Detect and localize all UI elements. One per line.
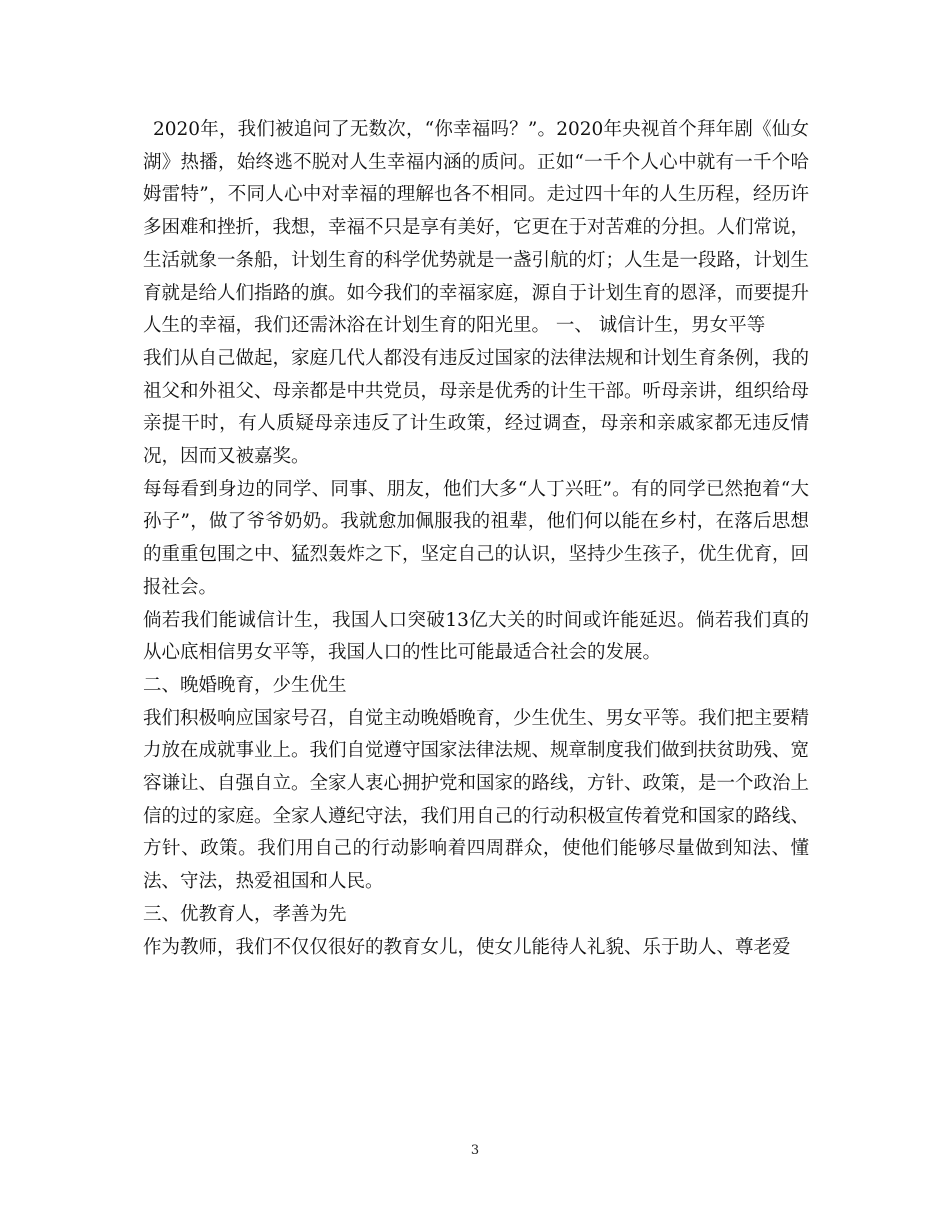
page-number: 3 [470, 1143, 480, 1158]
paragraph-classmates: 每每看到身边的同学、同事、朋友，他们大多“人丁兴旺”。有的同学已然抱着“大孙子”，做了爷爷奶奶。我就愈加佩服我的祖辈，他们何以能在乡村，在落后思想的重重包围之中、猛烈轰炸之下，坚定自己的认识，坚持少生孩子，优生优育，回报社会。 [143, 478, 810, 598]
paragraph-policy: 我们积极响应国家号召，自觉主动晚婚晚育，少生优生、男女平等。我们把主要精力放在成就事业上。我们自觉遵守国家法律法规、规章制度我们做到扶贫助残、宽容谦让、自强自立。全家人衷心拥护党和国家的路线，方针、政策，是一个政治上信的过的家庭。全家人遵纪守法，我们用自己的行动积极宣传着党和国家的路线、方针、政策。我们用自己的行动影响着四周群众，使他们能够尽量做到知法、懂法、守法，热爱祖国和人民。 [143, 707, 810, 893]
paragraph-teacher: 作为教师，我们不仅仅很好的教育女儿，使女儿能待人礼貌、乐于助人、尊老爱 [143, 936, 791, 958]
paragraph-intro: 2020年，我们被追问了无数次，“你幸福吗？”。2020年央视首个拜年剧《仙女湖》热播，始终逃不脱对人生幸福内涵的质问。正如“一千个人心中就有一千个哈姆雷特”，不同人心中对幸福的理解也各不相同。走过四十年的人生历程，经历许多困难和挫折，我想，幸福不只是享有美好，它更在于对苦难的分担。人们常说，生活就象一条船，计划生育的科学优势就是一盏引航的灯；人生是一段路，计划生育就是给人们指路的旗。如今我们的幸福家庭，源自于计划生育的恩泽，而要提升人生的幸福，我们还需沐浴在计划生育的阳光里。 一、 诚信计生，男女平等 [143, 119, 810, 337]
section-heading-education: 三、优教育人，孝善为先 [143, 903, 347, 925]
paragraph-family-law: 我们从自己做起，家庭几代人都没有违反过国家的法律法规和计划生育条例，我的祖父和外祖父、母亲都是中共党员，母亲是优秀的计生干部。听母亲讲，组织给母亲提干时，有人质疑母亲违反了计生政策，经过调查，母亲和亲戚家都无违反情况，因而又被嘉奖。 [143, 347, 810, 468]
section-heading-late-marriage: 二、晚婚晚育，少生优生 [143, 674, 347, 696]
document-body [143, 114, 809, 964]
paragraph-population: 倘若我们能诚信计生，我国人口突破13亿大关的时间或许能延迟。倘若我们真的从心底相信男女平等，我国人口的性比可能最适合社会的发展。 [143, 609, 809, 664]
